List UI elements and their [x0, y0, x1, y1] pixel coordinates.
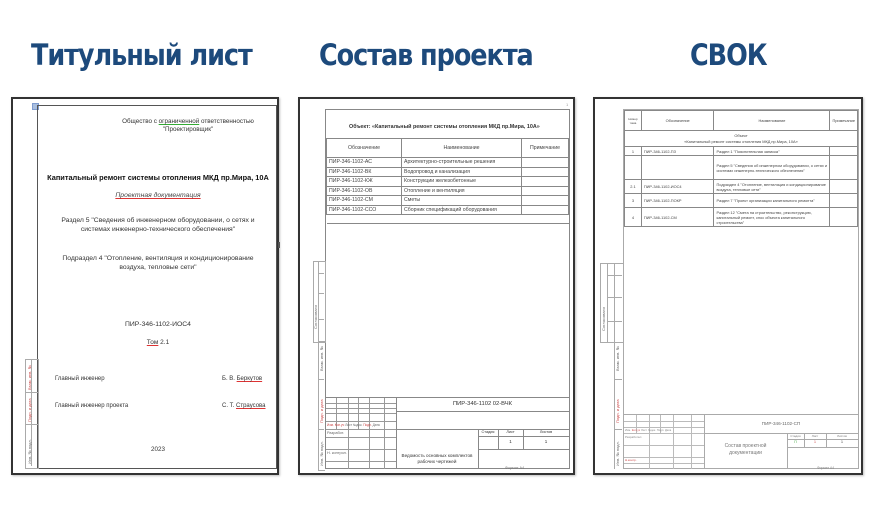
stamp-doc-code: ПИР-346-1102 02-ВЧК	[452, 401, 513, 407]
stamp-sheets-value: 1	[544, 439, 548, 444]
stamp-sheets-value: 1	[841, 440, 843, 444]
side-label-inv-replace: Взам. инв. №	[615, 346, 620, 371]
title-block	[624, 414, 858, 469]
table-row: 1 ПИР-346-1102-ПЗ Раздел 1 "Пояснительная записка"	[625, 147, 858, 156]
table-row: ПИР-346-1102-ОВ Отопление и вентиляция	[327, 186, 569, 196]
doc-type: Проектная документация	[115, 192, 201, 199]
heading-title-page: Титульный лист	[31, 38, 252, 72]
table-row: 4 ПИР-346-1102-СМ Раздел 12 "Смета на строительство, реконструкцию, капитальный ремонт, снос объекта капитального строительства"	[625, 208, 858, 227]
table-row: ПИР-346-1102-СМ Сметы	[327, 196, 569, 206]
stamp-sheet-label: Лист	[506, 430, 515, 434]
side-label-3: Инв. № подл.	[27, 439, 32, 464]
col-header-note: Примечание	[522, 139, 569, 158]
stamp-doc-title-1: Состав проектной	[724, 443, 767, 449]
table-row: ПИР-346-1102-ССО Сборник спецификаций оборудования	[327, 205, 569, 215]
heading-project-composition: Состав проекта	[319, 38, 533, 72]
volume-number: Том 2.1	[146, 339, 170, 346]
stamp-doc-title-1: Ведомость основных комплектов	[401, 453, 473, 458]
col-header-name: Наименование	[402, 139, 522, 158]
col-header-code: Обозначение	[641, 111, 714, 131]
col-header-note: Примечание	[830, 111, 858, 131]
stamp-role-norm-control: Н.контр.	[625, 458, 637, 462]
subsection-line-2: воздуха, тепловые сети"	[119, 264, 197, 271]
company-quote-name: "Проектировщик"	[162, 126, 214, 133]
stamp-stage-label: Стадия	[481, 430, 495, 434]
stamp-stage-label: Стадия	[790, 434, 801, 438]
side-label-inv-replace: Взам. инв. №	[319, 346, 324, 371]
signature-role-2: Главный инженер проекта	[55, 403, 129, 409]
stamp-stage-value: П	[794, 440, 797, 444]
section-line-1: Раздел 5 "Сведения об инженерном оборудовании, о сетях и	[61, 217, 255, 224]
side-label-inv-orig: Инв. № подл.	[319, 441, 324, 466]
table-row: Раздел 5 "Сведения об инженерном оборудовании, о сетях и системах инженерно-технического обеспечения"	[625, 156, 858, 180]
stamp-role-norm-control: Н. контрол.	[327, 451, 347, 455]
side-label-sign-date: Подп. и дата	[615, 399, 620, 423]
format-label: Формат А4	[817, 466, 835, 470]
svok-table	[624, 110, 858, 227]
stamp-col-headers: Изм. Кол.уч Лист №док. Подп. Дата	[327, 423, 380, 427]
table-row: 3 ПИР-346-1102-ПОКР Раздел 7 "Проект организации капитального ремонта"	[625, 194, 858, 208]
doc-code: ПИР-346-1102-ИОС4	[125, 321, 191, 328]
company-name: Общество с ограниченной ответственностью	[122, 118, 254, 125]
stamp-sheets-label: Листов	[539, 430, 553, 434]
side-label-sign-date: Подп. и дата	[319, 399, 324, 423]
section-line-2: системах инженерно-технического обеспечения"	[80, 226, 236, 233]
composition-table	[326, 138, 569, 224]
page-marker	[278, 242, 280, 248]
stamp-doc-title-2: документации	[729, 450, 762, 456]
signature-role-1: Главный инженер	[55, 376, 105, 382]
side-label-inv-orig: Инв. № подл.	[615, 441, 620, 466]
object-name: «Капитальный ремонт системы отопления МКД пр.Мира, 10А»	[684, 138, 798, 144]
side-stamp	[600, 261, 623, 471]
format-label: Формат А4	[505, 466, 525, 470]
side-label-agreed: Согласовано	[313, 304, 318, 329]
stamp-sheet-value: 1	[509, 439, 512, 444]
stamp-role-developer: Разработал	[625, 435, 642, 439]
stamp-sheet-value: 1	[814, 440, 816, 444]
side-label-1: Взам. инв. №	[27, 365, 32, 390]
col-header-code: Обозначение	[327, 139, 402, 158]
table-row: ПИР-346-1102-АС Архитектурно-строительные решения	[327, 158, 569, 168]
stamp-doc-code: ПИР-346-1102-СП	[761, 421, 801, 426]
title-block	[326, 397, 569, 469]
col-header-volume: Номер тома	[625, 111, 642, 131]
side-stamp	[25, 359, 39, 469]
object-line: Объект: «Капитальный ремонт системы отопления МКД пр.Мира, 10А»	[349, 124, 540, 130]
title-page-preview	[11, 97, 279, 475]
col-header-name: Наименование	[714, 111, 830, 131]
side-label-agreed: Согласовано	[601, 306, 606, 331]
object-row	[625, 131, 858, 147]
svok-page-preview	[593, 97, 863, 475]
table-row: 2.1 ПИР-346-1102-ИОС4 Подраздел 4 "Отопление, вентиляция и кондиционирование воздуха, тепловые сети"	[625, 180, 858, 194]
stamp-col-headers: Изм. Кол.уч Лист №док. Подп. Дата	[625, 428, 672, 432]
subsection-line-1: Подраздел 4 "Отопление, вентиляция и кондиционирование	[62, 255, 254, 262]
side-stamp	[313, 261, 325, 471]
stamp-role-developer: Разработ.	[327, 431, 345, 435]
year: 2023	[150, 446, 165, 453]
title-page-frame	[37, 105, 277, 469]
composition-frame	[325, 109, 570, 469]
composition-page-preview	[298, 97, 575, 475]
heading-svok: СВОК	[690, 38, 767, 72]
table-row: ПИР-346-1102-ВК Водопровод и канализация	[327, 167, 569, 177]
signature-name-2: С. Т. Страусова	[222, 403, 266, 409]
project-title: Капитальный ремонт системы отопления МКД пр.Мира, 10А	[47, 173, 269, 182]
side-label-2: Подп. и дата	[27, 398, 32, 422]
stamp-sheet-label: Лист	[811, 434, 819, 438]
stamp-sheets-label: Листов	[837, 434, 847, 438]
page-number: 1	[566, 102, 569, 107]
table-row: ПИР-346-1102-КЖ Конструкции железобетонные	[327, 177, 569, 187]
svok-frame	[623, 109, 859, 469]
object-label: Объект	[734, 132, 748, 138]
signature-name-1: Б. В. Беркутов	[222, 376, 263, 382]
stamp-doc-title-2: рабочих чертежей	[417, 459, 457, 464]
